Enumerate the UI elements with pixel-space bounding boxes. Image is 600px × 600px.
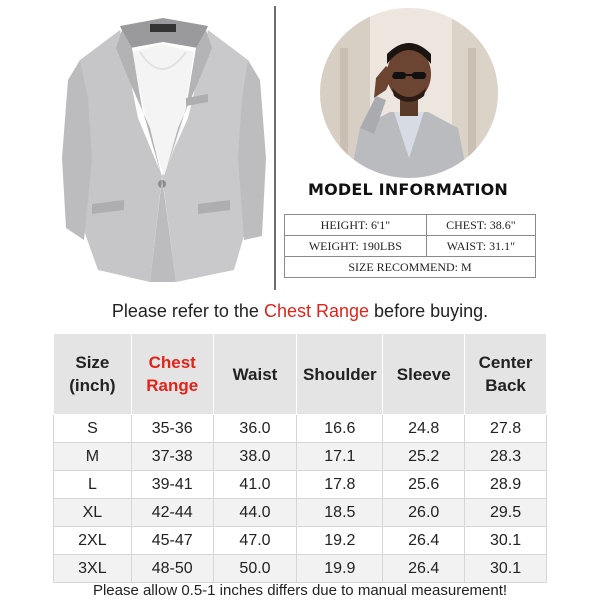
waist-cell: 44.0 xyxy=(213,499,297,527)
size-cell: L xyxy=(54,471,132,499)
shoulder-cell: 19.2 xyxy=(297,527,383,555)
vertical-divider xyxy=(274,6,276,290)
chest-range-header-line2: Range xyxy=(146,376,199,395)
center-back-cell: 29.5 xyxy=(465,499,547,527)
sleeve-cell: 24.8 xyxy=(383,415,465,443)
size-chart-header-row xyxy=(54,334,547,415)
table-row xyxy=(54,415,547,443)
sleeve-header xyxy=(383,334,465,415)
model-height: HEIGHT: 6'1" xyxy=(285,215,427,236)
shoulder-cell: 17.8 xyxy=(297,471,383,499)
center-back-cell: 27.8 xyxy=(465,415,547,443)
shoulder-header-line1: Shoulder xyxy=(303,364,377,384)
size-chart-body xyxy=(54,415,547,583)
center-back-header-line1: Center xyxy=(478,353,533,372)
chest-range-cell: 48-50 xyxy=(131,555,213,583)
model-waist: WAIST: 31.1" xyxy=(426,236,535,257)
shoulder-cell: 19.9 xyxy=(297,555,383,583)
refer-suffix: before buying. xyxy=(374,301,489,321)
measurement-footnote: Please allow 0.5-1 inches differs due to manual measurement! xyxy=(92,582,508,599)
chest-range-header xyxy=(131,334,213,415)
shoulder-cell: 16.6 xyxy=(297,415,383,443)
sleeve-cell: 26.0 xyxy=(383,499,465,527)
waist-header xyxy=(213,334,297,415)
sleeve-cell: 26.4 xyxy=(383,555,465,583)
table-row xyxy=(54,499,547,527)
table-row xyxy=(54,527,547,555)
size-cell: 2XL xyxy=(54,527,132,555)
chest-range-cell: 42-44 xyxy=(131,499,213,527)
model-information-table xyxy=(284,214,536,278)
waist-header-line1: Waist xyxy=(232,364,278,384)
model-photo xyxy=(320,8,498,178)
size-cell: XL xyxy=(54,499,132,527)
waist-cell: 47.0 xyxy=(213,527,297,555)
table-row xyxy=(54,443,547,471)
refer-instruction xyxy=(0,301,600,322)
center-back-header xyxy=(465,334,547,415)
center-back-cell: 30.1 xyxy=(465,555,547,583)
refer-prefix: Please refer to the xyxy=(111,301,259,321)
sleeve-header-line1: Sleeve xyxy=(396,364,451,384)
center-back-cell: 30.1 xyxy=(465,527,547,555)
chest-range-header-line1: Chest xyxy=(148,353,196,372)
chest-range-cell: 39-41 xyxy=(131,471,213,499)
waist-cell: 41.0 xyxy=(213,471,297,499)
size-header xyxy=(54,334,132,415)
sleeve-cell: 25.6 xyxy=(383,471,465,499)
center-back-header-line2: Back xyxy=(485,376,526,395)
shoulder-cell: 18.5 xyxy=(297,499,383,527)
waist-cell: 36.0 xyxy=(213,415,297,443)
size-cell: S xyxy=(54,415,132,443)
shoulder-header xyxy=(297,334,383,415)
model-weight: WEIGHT: 190LBS xyxy=(285,236,427,257)
center-back-cell: 28.9 xyxy=(465,471,547,499)
chest-range-cell: 45-47 xyxy=(131,527,213,555)
blazer-product-image xyxy=(58,8,268,290)
refer-highlight: Chest Range xyxy=(263,301,370,321)
size-header-line1: Size xyxy=(75,353,110,372)
size-cell: 3XL xyxy=(54,555,132,583)
table-row xyxy=(54,471,547,499)
shoulder-cell: 17.1 xyxy=(297,443,383,471)
waist-cell: 50.0 xyxy=(213,555,297,583)
model-chest: CHEST: 38.6" xyxy=(426,215,535,236)
sleeve-cell: 25.2 xyxy=(383,443,465,471)
chest-range-cell: 35-36 xyxy=(131,415,213,443)
size-cell: M xyxy=(54,443,132,471)
size-chart-table xyxy=(53,333,547,583)
waist-cell: 38.0 xyxy=(213,443,297,471)
model-size-recommend: SIZE RECOMMEND: M xyxy=(285,257,536,278)
size-header-line2: (inch) xyxy=(69,376,116,395)
model-information-title: MODEL INFORMATION xyxy=(307,180,509,199)
center-back-cell: 28.3 xyxy=(465,443,547,471)
table-row xyxy=(54,555,547,583)
sleeve-cell: 26.4 xyxy=(383,527,465,555)
chest-range-cell: 37-38 xyxy=(131,443,213,471)
